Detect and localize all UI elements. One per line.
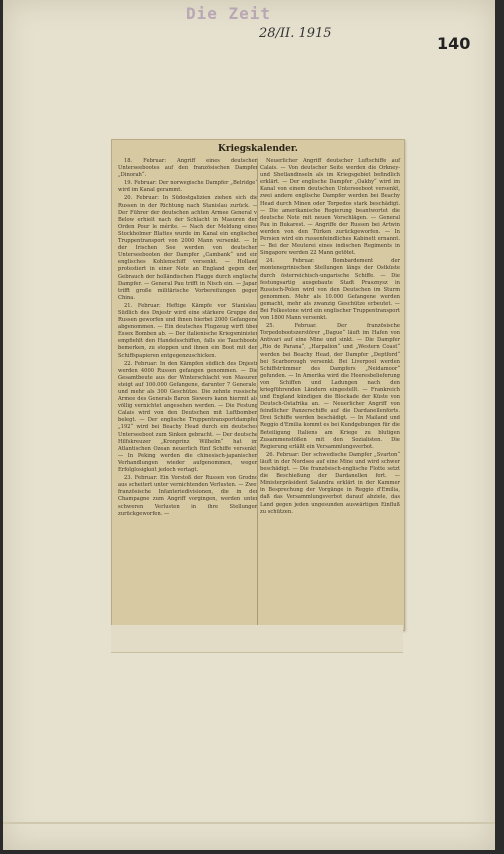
left-column [118,158,258,519]
right-column [260,158,400,517]
clipping-heading: Kriegskalender. [218,144,298,154]
entry-feb-21: 21. Februar: Heftige Kämpfe vor Stanislau. Südlich des Dnjestr wird eine stärkere Gruppe der Russen geworfen und ihnen hierbei 2000 Gefangene abgenommen. — Ein deutsches Flugzeug wirft über Essex Bomben ab. — Der italienische Kriegsminister empfiehlt den Handelsschiffen, falls sie Tauchboote bemerken, zu stoppen und ihnen ein Boot mit den Schiffspapieren entgegenzuschicken. [118,302,258,359]
entry-feb-20: 20. Februar: In Südostgalizien ziehen sich die Russen in der Richtung nach Stanislau zurück. — Der Führer der deutschen achten Armee General v. Below erhielt nach der Schlacht in Masuren den Orden Pour le mérite. — Nach der Meldung eines Stockholmer Blattes wurde im Kanal ein englischer Truppentransport von 2000 Mann versenkt. — In der Irischen See werden von deutschen Unterseebooten der Dampfer „Cambank“ und ein englisches Kohlenschiff versenkt. — Holland protestiert in einer Note an England gegen den Gebrauch der holländischen Flagge durch englische Dampfer. — General Pau trifft in Nisch ein. — Japan trifft große militärische Vorbereitungen gegen China. [118,195,258,301]
entry-feb-25: 25. Februar. Der französische Torpedobootszerstörer „Dague“ läuft im Hafen von Antivari auf eine Mine und sinkt. — Die Dampfer „Rio de Parana“, „Harpalion“ und „Western Coast“ werden bei Beachy Head, der Dampfer „Deptford“ bei Scarborough versenkt. Bei Liverpool werden Schiffstrümmer des Dampfers „Neidamoor“ gefunden. — In Amerika wird die Heeresbelieferung von Schiffen und Ladungen nach den kriegführenden Ländern eingestellt. — Frankreich und England kündigen die Blockade der Küste von Deutsch-Ostafrika an. — Neuerlicher Angriff von feindlicher Panzerschiffe auf die Dardanellenforts. Drei Schiffe werden beschädigt. — In Mailand und Reggio d'Emilia kommt es bei Kundgebungen für die Beteiligung Italiens am Kriege zu blutigen Zusammenstößen mit den Sozialisten. Die Regierung erläßt ein Versammlungsverbot. [260,323,400,450]
column-divider [257,158,258,626]
page-number: 140 [437,34,471,53]
newspaper-stamp: Die Zeit [186,4,272,23]
paper-strip [111,625,403,653]
archive-sheet [3,0,495,850]
entry-feb-26: 26. Februar: Der schwedische Dampfer „Svarton“ läuft in der Nordsee auf eine Mine und wird schwer beschädigt. — Die französisch-englische Flotte setzt die Beschießung der Dardanellen fort. — Ministerpräsident Salandra erklärt in der Kammer in Besprechung der Vorgänge in Reggio d'Emilia, daß das Versammlungsverbot darauf abziele, das Land gegen jeden ungesunden auswärtigen Einfluß zu schützen. [260,451,400,515]
handwritten-date: 28/II. 1915 [259,26,332,41]
entry-feb-23-cont: Neuerlicher Angriff deutscher Luftschiffe auf Calais. — Von deutscher Seite werden die Orkney- und Shetlandinseln als im Kriegsgebiet befindlich erklärt. — Der englische Dampfer „Oakby“ wird im Kanal von einem deutschen Unterseeboot versenkt, zwei andere englische Dampfer werden bei Beachy Head durch Minen oder Torpedos stark beschädigt. — Die amerikanische Regierung beantwortet die deutsche Note mit neuen Vorschlägen. — General Pau in Bukarest. — Angriffe der Russen bei Artwin werden von den Türken zurückgeworfen. — In Persien wird ein russenfeindliches Kabinett ernannt. — Bei der Meuterei eines indischen Regiments in Singapore werden 22 Mann getötet. [260,158,400,257]
entry-feb-23: 23. Februar: Ein Vorstoß der Russen von Grodno aus scheitert unter vernichtenden Verlusten. — Zwei französische Infanteriedivisionen, die in der Champagne zum Angriff vorgingen, werden unter schweren Verlusten in ihre Stellungen zurückgeworfen. — [118,475,258,517]
entry-feb-22: 22. Februar: In den Kämpfen südlich des Dnjestr werden 4000 Russen gefangen genommen. — Die Gesamtbeute aus der Winterschlacht von Masuren steigt auf 100.000 Gefangene, darunter 7 Generale, und mehr als 300 Geschütze. Die zehnte russische Armee des Generals Baron Siewers kann hiermit als völlig vernichtet angesehen werden. — Die Festung Calais wird von den Deutschen mit Luftbomben belegt. — Der englische Truppentransportdampfer „192“ wird bei Beachy Head durch ein deutsches Unterseeboot zum Sinken gebracht. — Der deutsche Hilfskreuzer „Kronprinz Wilhelm“ hat im Atlantischen Ozean neuerlich fünf Schiffe versenkt. — In Peking werden die chinesisch-japanischen Verhandlungen wieder aufgenommen, wegen Erfolglosigkeit jedoch vertagt. [118,360,258,474]
entry-feb-18: 18. Februar: Angriff eines deutschen Unterseebootes auf den französischen Dampfer „Dinorah“. [118,158,258,179]
entry-feb-24: 24. Februar. Bombardement der montenegrinischen Stellungen längs der Ostküste durch österreichisch-ungarische Schiffe. — Die festungsartig ausgebaute Stadt Prasznysz in Russisch-Polen wird von den Deutschen im Sturm genommen. Mehr als 10.000 Gefangene werden gemacht, mehr als zwanzig Geschütze erbeutet. — Bei Folkestone wird ein englischer Truppentransport von 1800 Mann versenkt. [260,258,400,322]
page-crease [3,822,495,824]
newspaper-clipping [111,139,405,631]
entry-feb-19: 19. Februar: Der norwegische Dampfer „Belridge“ wird im Kanal gerammt. [118,180,258,194]
